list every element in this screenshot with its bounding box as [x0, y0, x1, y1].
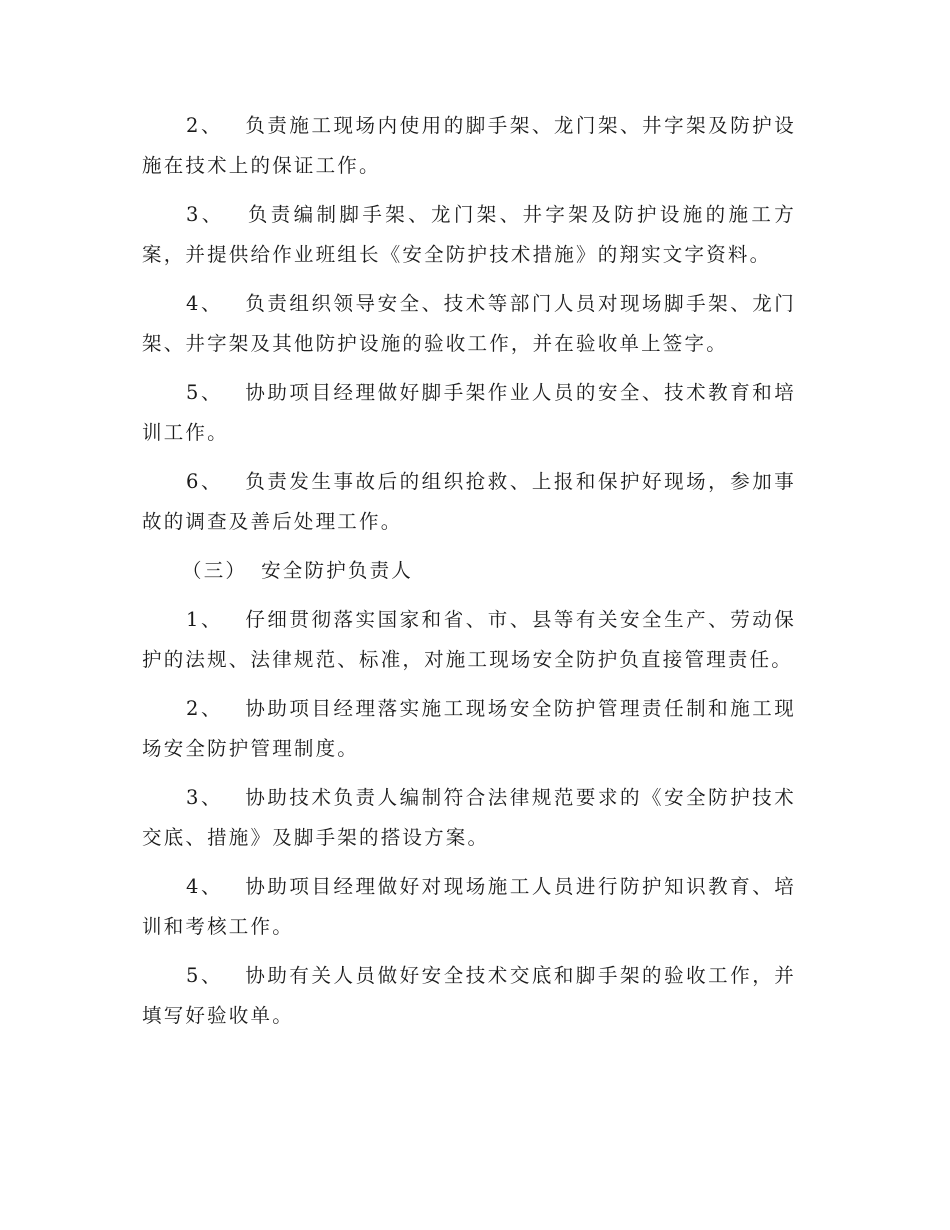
item-text: 仔细贯彻落实国家和省、市、县等有关安全生产、劳动保护的法规、法律规范、标准，对施工现场安全防护负直接管理责任。 [142, 608, 796, 671]
item-text: 协助项目经理落实施工现场安全防护管理责任制和施工现场安全防护管理制度。 [142, 697, 796, 760]
item-number: 2、 [186, 114, 223, 137]
item-number: 3、 [186, 203, 225, 226]
responsibility-item-2 [142, 689, 796, 769]
item-text: 负责发生事故后的组织抢救、上报和保护好现场，参加事故的调查及善后处理工作。 [142, 470, 796, 533]
item-text: 协助有关人员做好安全技术交底和脚手架的验收工作，并填写好验收单。 [142, 964, 796, 1027]
section-title: 安全防护负责人 [261, 559, 414, 582]
document-page [142, 106, 796, 1045]
paragraph-item-3 [142, 195, 796, 275]
item-number: 5、 [186, 381, 223, 404]
responsibility-item-4 [142, 867, 796, 947]
item-text: 协助项目经理做好脚手架作业人员的安全、技术教育和培训工作。 [142, 381, 796, 444]
item-text: 协助技术负责人编制符合法律规范要求的《安全防护技术交底、措施》及脚手架的搭设方案。 [142, 786, 796, 849]
item-number: 3、 [186, 786, 223, 809]
responsibility-item-3 [142, 778, 796, 858]
item-text: 协助项目经理做好对现场施工人员进行防护知识教育、培训和考核工作。 [142, 875, 796, 938]
item-number: 4、 [186, 292, 223, 315]
responsibility-item-5 [142, 956, 796, 1036]
item-number: 2、 [186, 697, 223, 720]
item-text: 负责组织领导安全、技术等部门人员对现场脚手架、龙门架、井字架及其他防护设施的验收工作，并在验收单上签字。 [142, 292, 796, 355]
section-heading [142, 551, 796, 591]
item-number: 5、 [186, 964, 223, 987]
responsibility-item-1 [142, 600, 796, 680]
paragraph-item-6 [142, 462, 796, 542]
item-number: 6、 [186, 470, 223, 493]
paragraph-item-5 [142, 373, 796, 453]
section-label: （三） [182, 559, 248, 582]
item-text: 负责编制脚手架、龙门架、井字架及防护设施的施工方案，并提供给作业班组长《安全防护技术措施》的翔实文字资料。 [142, 203, 796, 266]
item-number: 1、 [186, 608, 223, 631]
item-number: 4、 [186, 875, 223, 898]
item-text: 负责施工现场内使用的脚手架、龙门架、井字架及防护设施在技术上的保证工作。 [142, 114, 796, 177]
paragraph-item-2 [142, 106, 796, 186]
paragraph-item-4 [142, 284, 796, 364]
